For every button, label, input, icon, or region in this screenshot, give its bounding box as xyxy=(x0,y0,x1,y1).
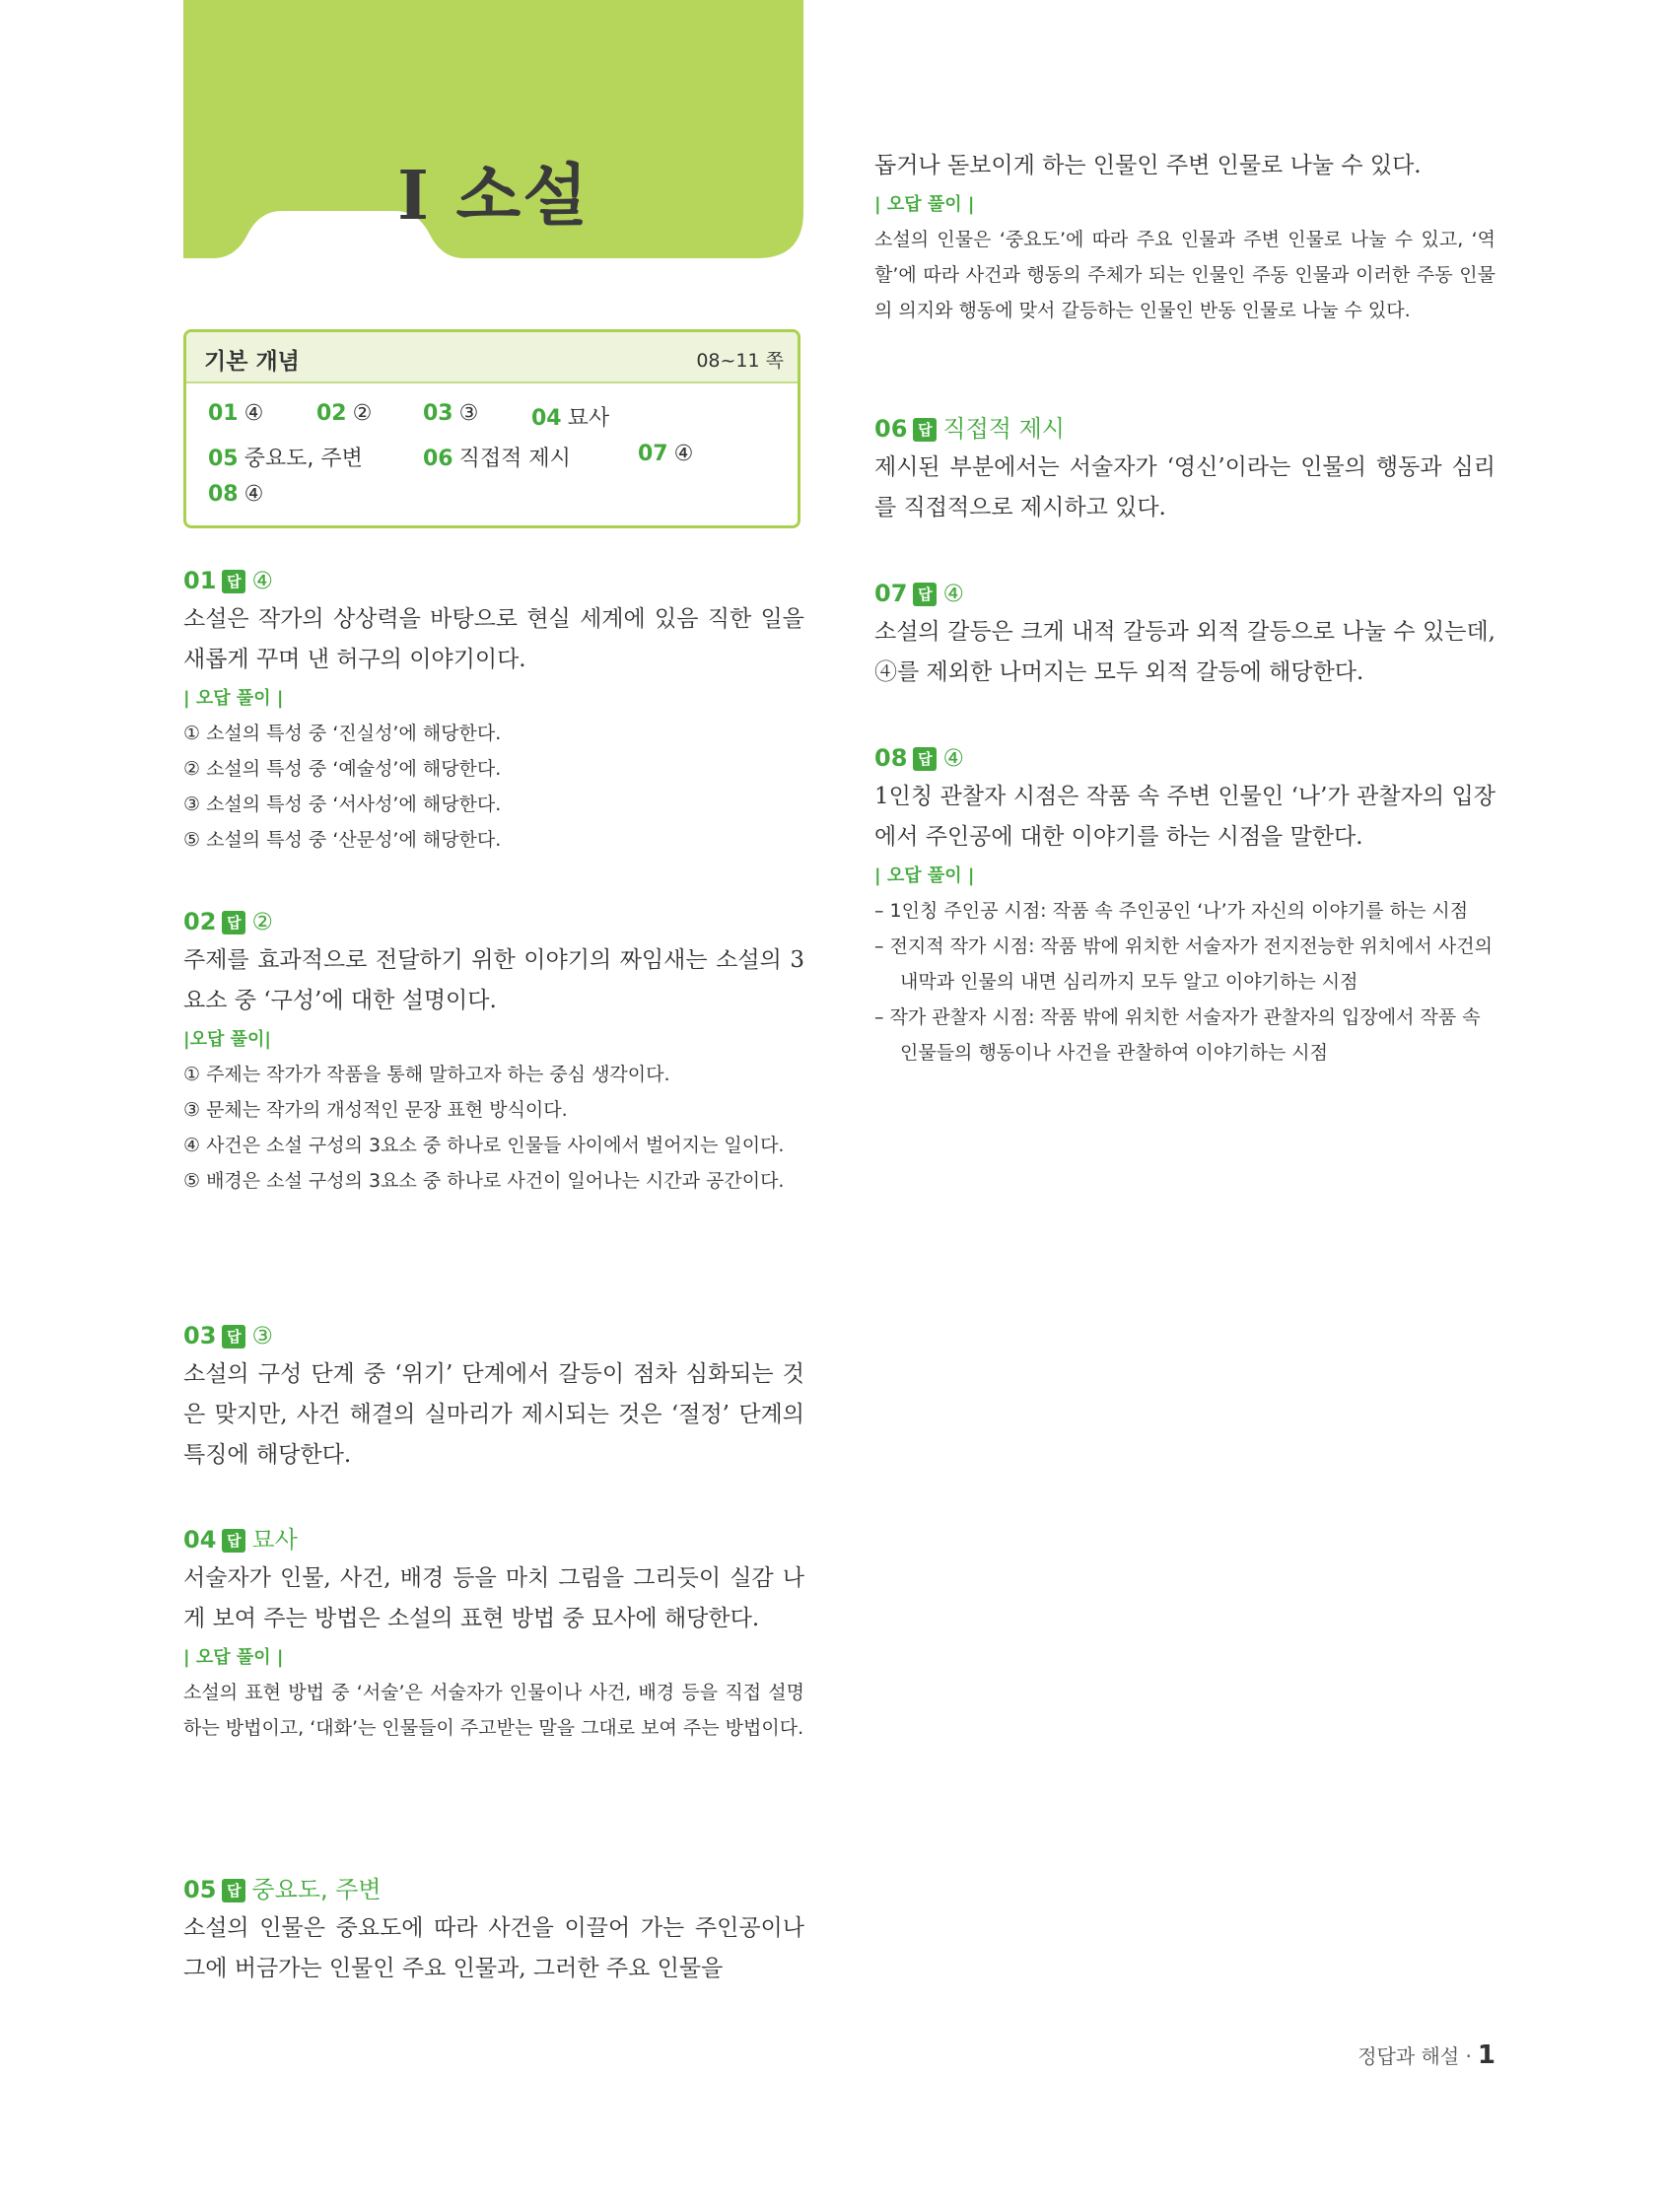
page-number: 1 xyxy=(1477,2040,1495,2070)
chapter-banner xyxy=(183,0,803,261)
item-explanation: 서술자가 인물, 사건, 배경 등을 마치 그림을 그리듯이 실감 나게 보여 주는 방법은 소설의 표현 방법 중 묘사에 해당한다. xyxy=(183,1565,804,1631)
item-explanation: 소설의 갈등은 크게 내적 갈등과 외적 갈등으로 나눌 수 있는데, ④를 제외한 나머지는 모두 외적 갈등에 해당한다. xyxy=(874,619,1495,685)
note-line: ③ 문체는 작가의 개성적인 문장 표현 방식이다. xyxy=(183,1099,568,1121)
wrong-answer-notes xyxy=(183,716,804,858)
item-explanation: 주제를 효과적으로 전달하기 위한 이야기의 짜임새는 소설의 3요소 중 ‘구성’에 대한 설명이다. xyxy=(183,947,804,1013)
wrong-answer-notes xyxy=(183,1675,804,1746)
note-line: ① 소설의 특성 중 ‘진실성’에 해당한다. xyxy=(183,723,502,744)
wrong-answer-label: | 오답 풀이 | xyxy=(874,194,975,215)
item-heading: 03 답 ③ xyxy=(183,1322,273,1349)
concept-answer: 03 ③ xyxy=(423,401,479,426)
concept-box-pages: 08~11 쪽 xyxy=(696,350,784,372)
item-heading: 07 답 ④ xyxy=(874,580,964,607)
note-line: ① 주제는 작가가 작품을 통해 말하고자 하는 중심 생각이다. xyxy=(183,1064,670,1085)
item-heading: 05 답 중요도, 주변 xyxy=(183,1876,382,1903)
note-line: – 1인칭 주인공 시점: 작품 속 주인공인 ‘나’가 자신의 이야기를 하는 시점 xyxy=(874,900,1469,922)
note-line: ② 소설의 특성 중 ‘예술성’에 해당한다. xyxy=(183,758,502,780)
wrong-answer-label: | 오답 풀이 | xyxy=(874,865,975,886)
item-explanation: 제시된 부분에서는 서술자가 ‘영신’이라는 인물의 행동과 심리를 직접적으로 제시하고 있다. xyxy=(874,454,1495,520)
answer-badge-icon: 답 xyxy=(222,570,245,593)
wrong-answer-notes xyxy=(874,893,1495,1071)
item-heading: 01 답 ④ xyxy=(183,567,273,594)
answer-item-05 xyxy=(183,1873,804,1989)
wrong-answer-label: | 오답 풀이 | xyxy=(183,1647,284,1668)
answer-badge-icon: 답 xyxy=(913,747,937,771)
concept-answer: 06 직접적 제시 xyxy=(423,447,571,471)
note-paragraph: 소설의 인물은 ‘중요도’에 따라 주요 인물과 주변 인물로 나눌 수 있고, ‘역할’에 따라 사건과 행동의 주체가 되는 인물인 주동 인물과 이러한 주동 인물의 의지와 행동에 맞서 갈등하는 인물인 반동 인물로 나눌 수 있다. xyxy=(874,229,1495,321)
concept-answer: 04 묘사 xyxy=(531,406,610,431)
answer-badge-icon: 답 xyxy=(222,1879,245,1902)
answer-badge-icon: 답 xyxy=(913,583,937,606)
basic-concept-box xyxy=(183,329,800,528)
answer-item-08 xyxy=(874,741,1495,1071)
wrong-answer-notes xyxy=(874,222,1495,328)
note-line: ③ 소설의 특성 중 ‘서사성’에 해당한다. xyxy=(183,794,502,815)
concept-answer: 08 ④ xyxy=(208,482,264,507)
answer-badge-icon: 답 xyxy=(222,1529,245,1553)
item-explanation: 소설은 작가의 상상력을 바탕으로 현실 세계에 있음 직한 일을 새롭게 꾸며 낸 허구의 이야기이다. xyxy=(183,606,804,672)
note-paragraph: 소설의 표현 방법 중 ‘서술’은 서술자가 인물이나 사건, 배경 등을 직접 설명하는 방법이고, ‘대화’는 인물들이 주고받는 말을 그대로 보여 주는 방법이다. xyxy=(183,1682,804,1739)
concept-box-title: 기본 개념 xyxy=(204,349,300,375)
note-line: ④ 사건은 소설 구성의 3요소 중 하나로 인물들 사이에서 벌어지는 일이다. xyxy=(183,1135,785,1156)
page-footer xyxy=(1357,2040,1495,2070)
answer-item-04 xyxy=(183,1523,804,1746)
item-heading: 04 답 묘사 xyxy=(183,1526,298,1554)
wrong-answer-notes xyxy=(183,1057,804,1199)
item-heading: 08 답 ④ xyxy=(874,744,964,772)
concept-answer: 02 ② xyxy=(316,401,373,426)
item-explanation: 소설의 구성 단계 중 ‘위기’ 단계에서 갈등이 점차 심화되는 것은 맞지만, 사건 해결의 실마리가 제시되는 것은 ‘절정’ 단계의 특징에 해당한다. xyxy=(183,1361,804,1468)
footer-label: 정답과 해설 · xyxy=(1357,2044,1472,2068)
answer-item-07 xyxy=(874,577,1495,693)
note-line: – 작가 관찰자 시점: 작품 밖에 위치한 서술자가 관찰자의 입장에서 작품 속 인물들의 행동이나 사건을 관찰하여 이야기하는 시점 xyxy=(874,1006,1481,1064)
answer-item-03 xyxy=(183,1319,804,1476)
answer-item-06 xyxy=(874,412,1495,528)
answer-badge-icon: 답 xyxy=(222,1325,245,1348)
chapter-title: Ⅰ 소설 xyxy=(397,157,590,236)
wrong-answer-label: | 오답 풀이 | xyxy=(183,688,284,709)
answer-item-05-continued xyxy=(874,146,1495,328)
concept-answer: 05 중요도, 주변 xyxy=(208,447,363,471)
answer-badge-icon: 답 xyxy=(913,418,937,442)
concept-answer: 07 ④ xyxy=(638,442,694,466)
item-explanation: 소설의 인물은 중요도에 따라 사건을 이끌어 가는 주인공이나 그에 버금가는 인물인 주요 인물과, 그러한 주요 인물을 xyxy=(183,1915,804,1981)
item-explanation: 1인칭 관찰자 시점은 작품 속 주변 인물인 ‘나’가 관찰자의 입장에서 주인공에 대한 이야기를 하는 시점을 말한다. xyxy=(874,784,1495,850)
note-line: ⑤ 소설의 특성 중 ‘산문성’에 해당한다. xyxy=(183,829,502,851)
item-heading: 06 답 직접적 제시 xyxy=(874,415,1065,443)
concept-box-header xyxy=(186,332,798,383)
wrong-answer-label: |오답 풀이| xyxy=(183,1029,271,1050)
note-line: – 전지적 작가 시점: 작품 밖에 위치한 서술자가 전지전능한 위치에서 사건의 내막과 인물의 내면 심리까지 모두 알고 이야기하는 시점 xyxy=(874,935,1493,993)
note-line: ⑤ 배경은 소설 구성의 3요소 중 하나로 사건이 일어나는 시간과 공간이다. xyxy=(183,1170,785,1192)
answer-badge-icon: 답 xyxy=(222,911,245,934)
answer-item-01 xyxy=(183,564,804,858)
concept-answer: 01 ④ xyxy=(208,401,264,426)
item-heading: 02 답 ② xyxy=(183,908,273,935)
answer-item-02 xyxy=(183,905,804,1199)
item-explanation-continued: 돕거나 돋보이게 하는 인물인 주변 인물로 나눌 수 있다. xyxy=(874,153,1422,178)
